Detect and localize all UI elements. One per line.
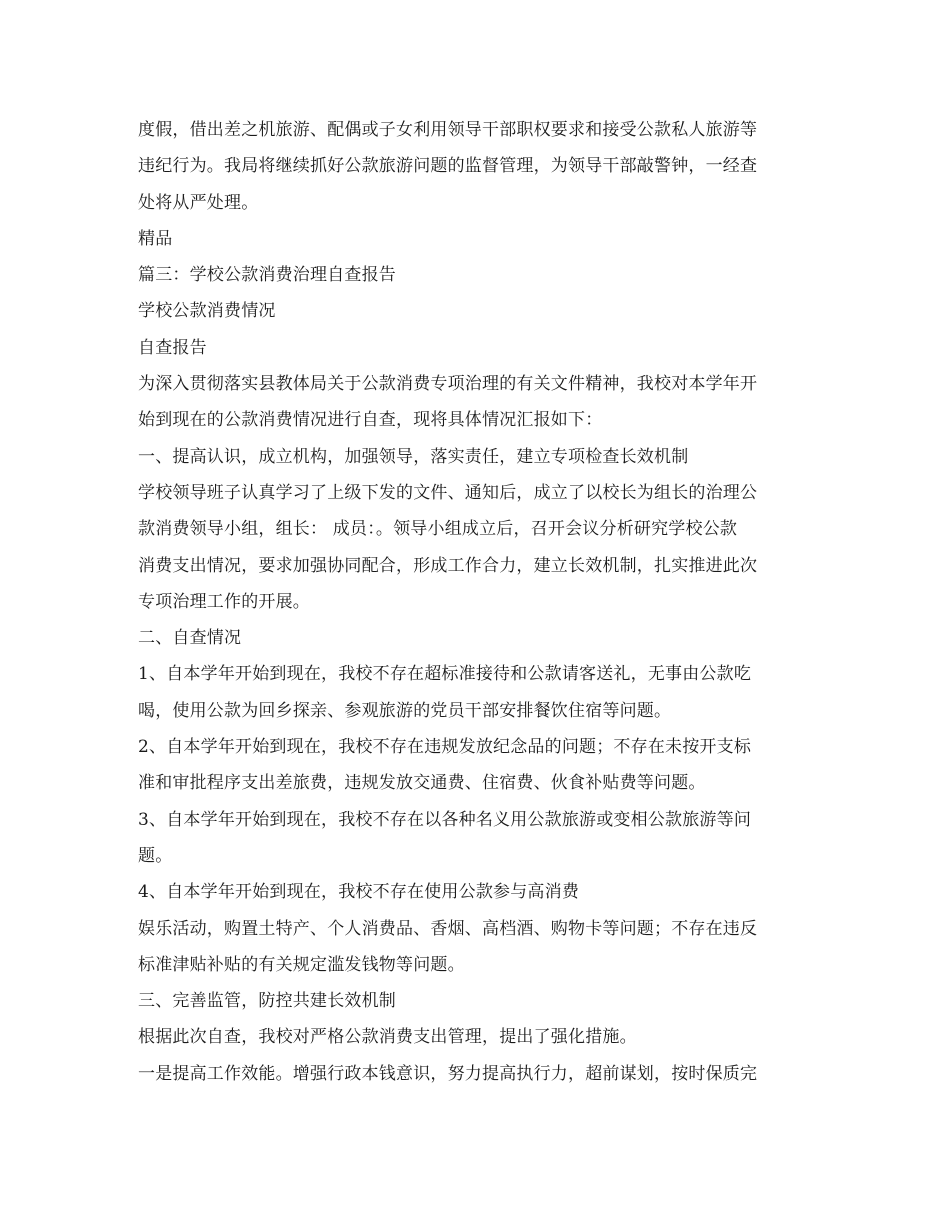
text-line: 始到现在的公款消费情况进行自查，现将具体情况汇报如下： (138, 410, 603, 431)
text-line: 准和审批程序支出差旅费，违规发放交通费、住宿费、伙食补贴费等问题。 (138, 773, 706, 794)
section-heading: 篇三：学校公款消费治理自查报告 (138, 265, 396, 286)
text-line: 喝，使用公款为回乡探亲、参观旅游的党员干部安排餐饮住宿等问题。 (138, 700, 672, 721)
section-heading: 三、完善监管，防控共建长效机制 (138, 991, 396, 1012)
text-line: 专项治理工作的开展。 (138, 591, 310, 612)
text-line: 一是提高工作效能。增强行政本钱意识，努力提高执行力，超前谋划，按时保质完 (138, 1063, 758, 1084)
text-line: 4、自本学年开始到现在，我校不存在使用公款参与高消费 (138, 882, 580, 903)
text-line: 消费支出情况，要求加强协同配合，形成工作合力，建立长效机制，扎实推进此次 (138, 555, 758, 576)
text-line: 学校领导班子认真学习了上级下发的文件、通知后，成立了以校长为组长的治理公 (138, 482, 758, 503)
text-line: 度假，借出差之机旅游、配偶或子女利用领导干部职权要求和接受公款私人旅游等 (138, 120, 758, 140)
watermark-label: 精品 (138, 228, 173, 249)
report-subtitle: 自查报告 (138, 337, 207, 358)
text-line: 处将从严处理。 (138, 192, 259, 213)
report-title: 学校公款消费情况 (138, 301, 276, 322)
text-line: 为深入贯彻落实县教体局关于公款消费专项治理的有关文件精神，我校对本学年开 (138, 374, 758, 395)
text-line: 2、自本学年开始到现在，我校不存在违规发放纪念品的问题；不存在未按开支标 (138, 737, 752, 758)
text-line: 标准津贴补贴的有关规定滥发钱物等问题。 (138, 954, 465, 975)
text-line: 娱乐活动，购置土特产、个人消费品、香烟、高档酒、购物卡等问题；不存在违反 (138, 918, 758, 939)
text-line: 3、自本学年开始到现在，我校不存在以各种名义用公款旅游或变相公款旅游等问 (138, 809, 752, 830)
document-body (138, 112, 818, 1092)
section-heading: 二、自查情况 (138, 628, 242, 649)
text-line: 款消费领导小组，组长： 成员：。领导小组成立后，召开会议分析研究学校公款 (138, 519, 738, 540)
text-line: 1、自本学年开始到现在，我校不存在超标准接待和公款请客送礼，无事由公款吃 (138, 664, 752, 685)
section-heading: 一、提高认识，成立机构，加强领导，落实责任，建立专项检查长效机制 (138, 446, 689, 467)
text-line: 根据此次自查，我校对严格公款消费支出管理，提出了强化措施。 (138, 1027, 637, 1048)
text-line: 题。 (138, 845, 173, 866)
text-line: 违纪行为。我局将继续抓好公款旅游问题的监督管理，为领导干部敲警钟，一经查 (138, 156, 758, 177)
